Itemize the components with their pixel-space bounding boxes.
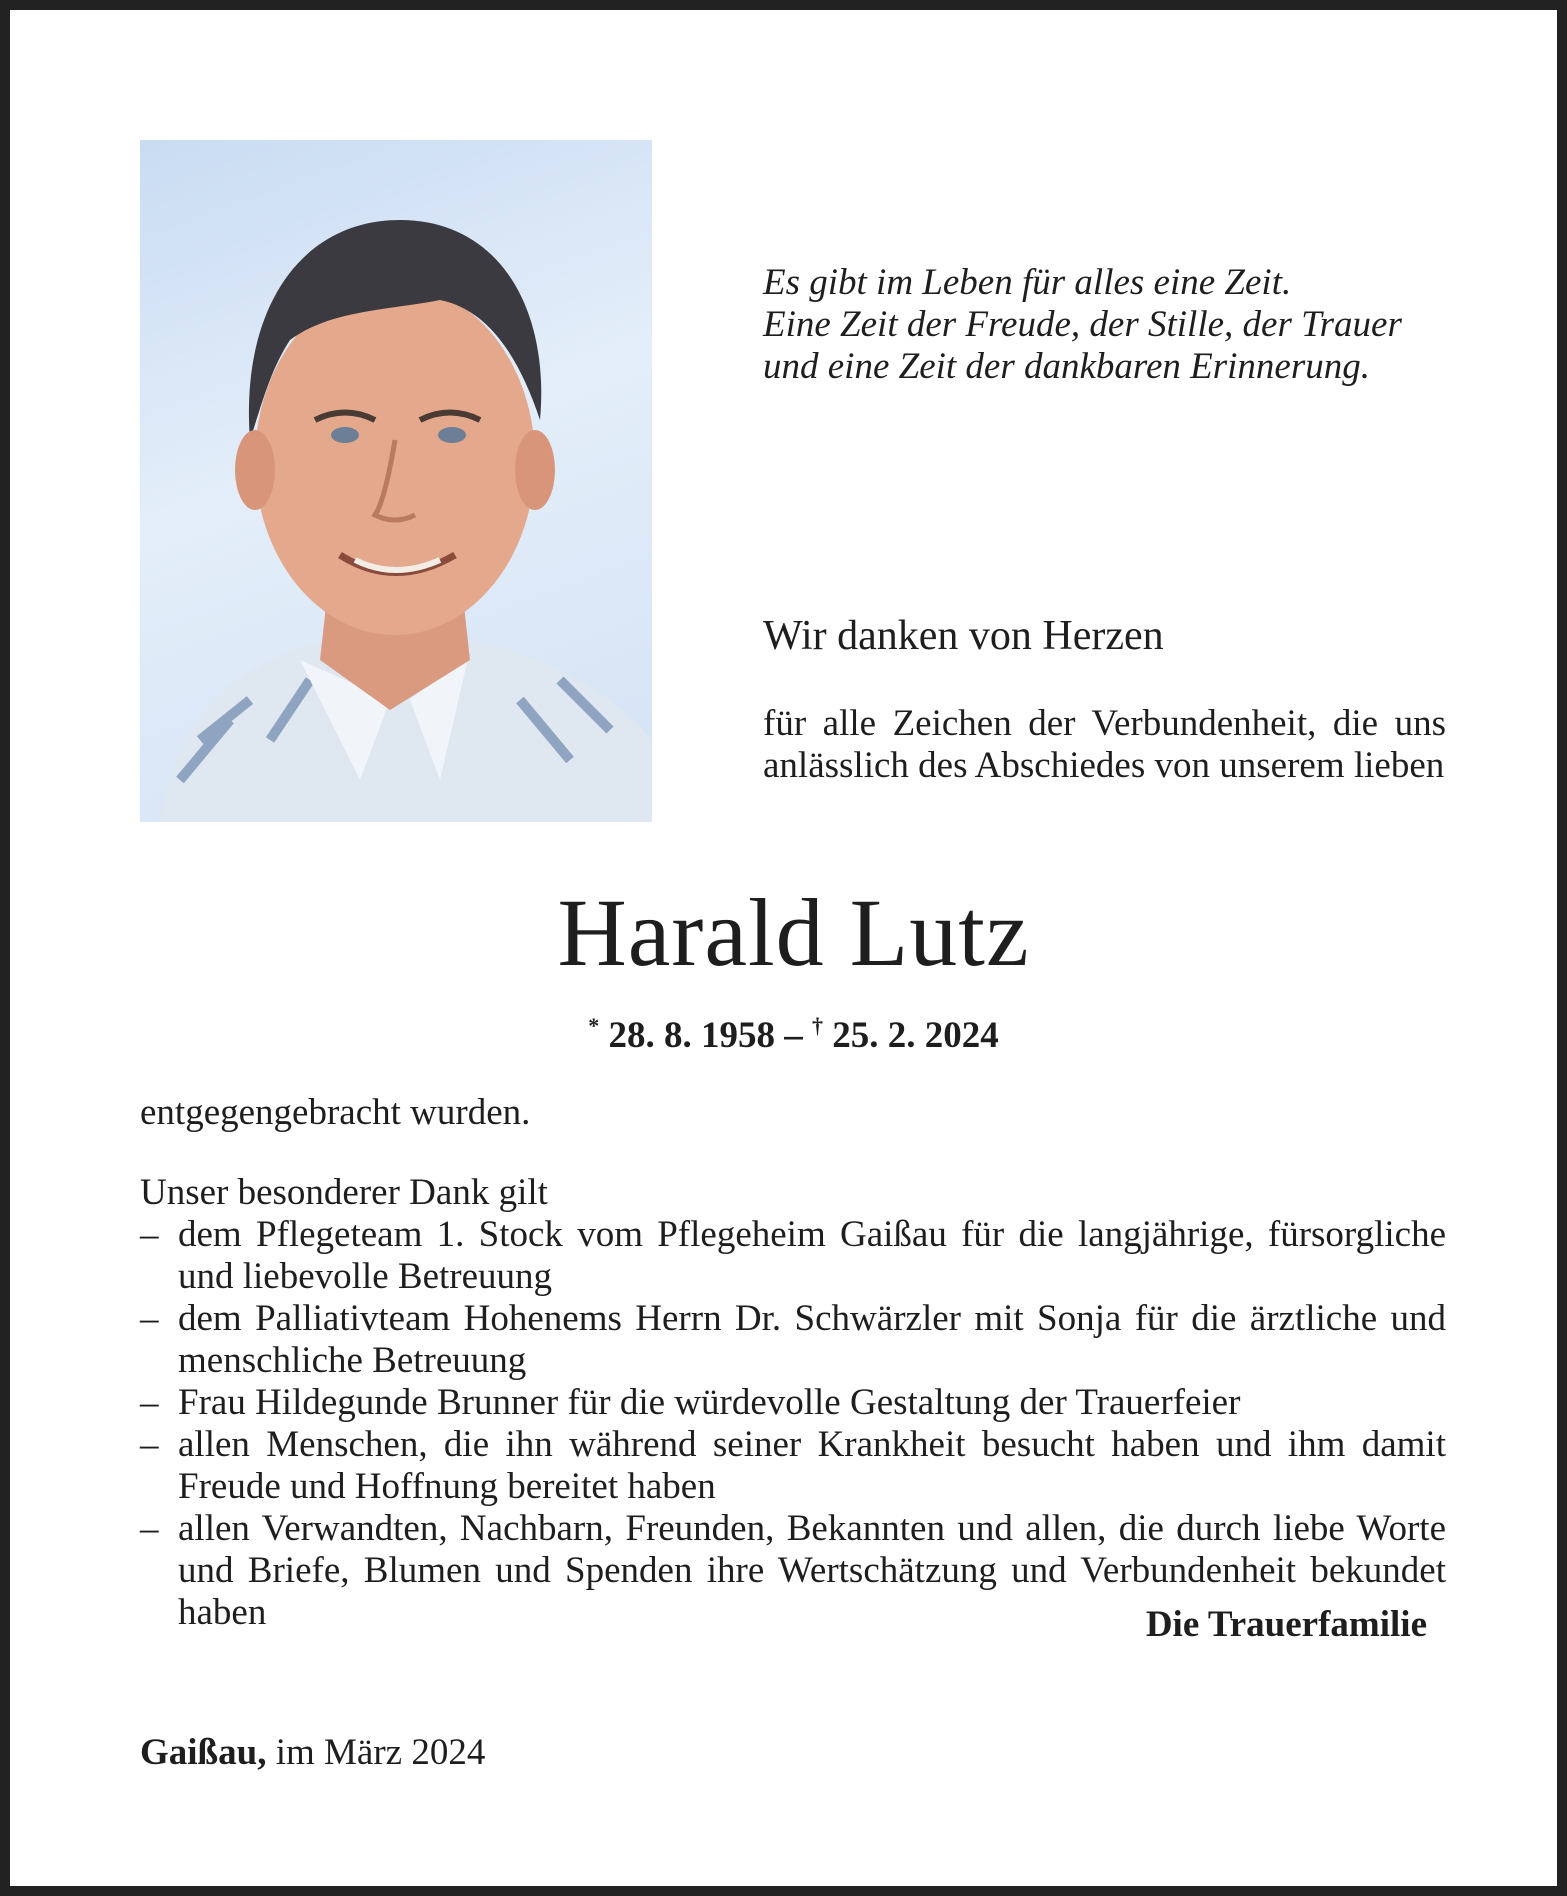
date-separator: – (775, 1015, 812, 1056)
list-item-text: allen Menschen, die ihn während seiner Krankheit besucht haben und ihm damit Freude und Hoffnung bereitet haben (178, 1424, 1446, 1507)
death-symbol: † (812, 1013, 823, 1038)
thanks-heading: Wir danken von Herzen (763, 613, 1164, 659)
deceased-name: Harald Lutz (557, 879, 1030, 986)
dank-heading: Unser besonderer Dank gilt (140, 1172, 548, 1213)
list-item-text: allen Verwandten, Nachbarn, Freunden, Bekannten und allen, die durch liebe Worte und Briefe, Blumen und Spenden ihre Wertschätzung und Verbundenheit bekundet haben (178, 1508, 1446, 1633)
signature: Die Trauerfamilie (1145, 1604, 1427, 1645)
list-item (140, 1214, 1446, 1298)
dash-marker: – (140, 1508, 159, 1549)
place-date-text: im März 2024 (266, 1732, 486, 1773)
list-item (140, 1298, 1446, 1382)
list-item-text: dem Palliativteam Hohenems Herrn Dr. Schwärzler mit Sonja für die ärztliche und menschliche Betreuung (178, 1298, 1446, 1381)
list-item (140, 1382, 1446, 1424)
birth-date: 28. 8. 1958 (608, 1015, 775, 1056)
list-item (140, 1424, 1446, 1508)
death-date: 25. 2. 2024 (832, 1015, 999, 1056)
thanks-list (140, 1214, 1446, 1634)
place-town: Gaißau, (140, 1732, 267, 1773)
place-date (140, 1730, 485, 1776)
quote-line: und eine Zeit der dankbaren Erinnerung. (763, 346, 1370, 387)
thanks-body (140, 1092, 1446, 1634)
thanks-intro: für alle Zeichen der Verbundenheit, die uns anlässlich des Abschiedes von unserem lieben (763, 703, 1446, 786)
portrait-illustration (140, 140, 652, 822)
dash-marker: – (140, 1424, 159, 1465)
list-item-text: Frau Hildegunde Brunner für die würdevolle Gestaltung der Trauerfeier (178, 1382, 1241, 1423)
dash-marker: – (140, 1298, 159, 1339)
quote-line: Eine Zeit der Freude, der Stille, der Trauer (763, 304, 1402, 345)
dash-marker: – (140, 1382, 159, 1423)
quote-line: Es gibt im Leben für alles eine Zeit. (763, 262, 1292, 303)
life-dates (10, 1003, 1567, 1059)
portrait-photo (140, 140, 652, 822)
list-item-text: dem Pflegeteam 1. Stock vom Pflegeheim Gaißau für die langjährige, fürsorgliche und liebevolle Betreuung (178, 1214, 1446, 1297)
continuation-text: entgegengebracht wurden. (140, 1092, 531, 1133)
birth-symbol: * (588, 1013, 600, 1038)
quote (763, 262, 1463, 388)
dash-marker: – (140, 1214, 159, 1255)
